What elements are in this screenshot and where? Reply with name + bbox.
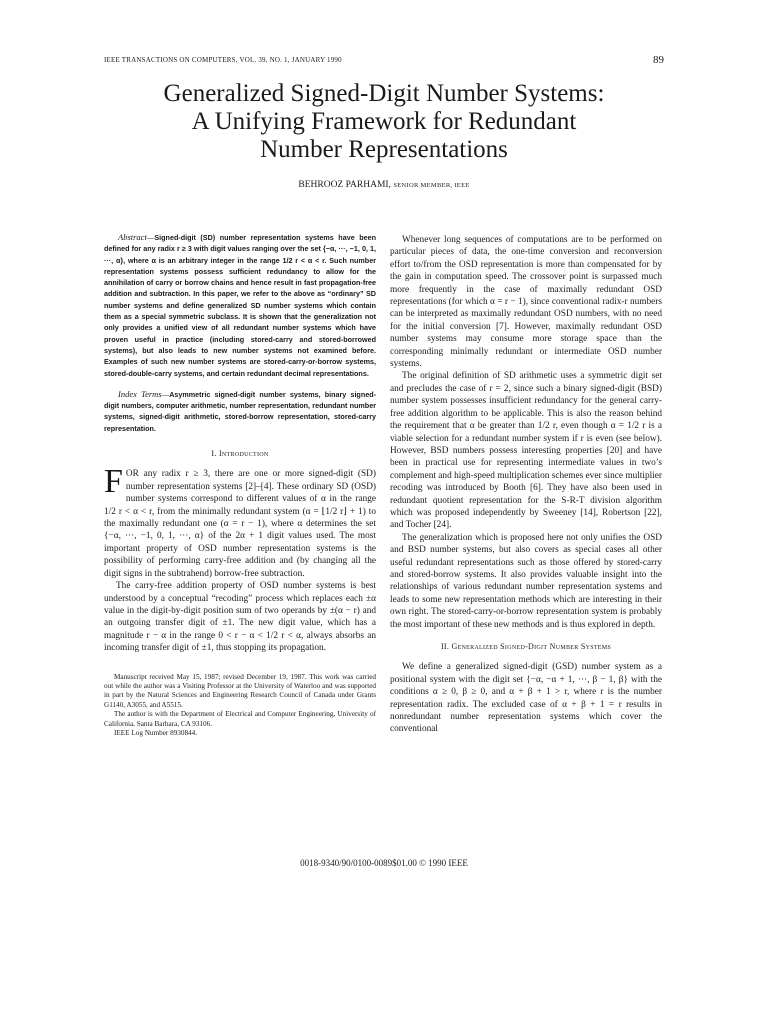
paper-title: [100, 80, 668, 164]
abstract-lead: Abstract—: [118, 232, 155, 242]
footnote-manuscript: Manuscript received May 15, 1987; revised December 19, 1987. This work was carried out while the author was a Visiting Professor at the University of Waterloo and was supported in part by the Natural Sciences and Engineering Research Council of Canada under Grants G1140, A3055, and A5515.: [104, 672, 376, 709]
running-head: IEEE TRANSACTIONS ON COMPUTERS, VOL. 39, NO. 1, JANUARY 1990: [104, 56, 342, 64]
footnote-log-number: IEEE Log Number 8930844.: [114, 728, 198, 737]
left-column: [104, 232, 376, 738]
abstract: [104, 232, 376, 379]
section-heading-gsd: II. Generalized Signed-Digit Number Systems: [440, 642, 612, 651]
drop-cap: F: [104, 463, 123, 501]
title-line-1: Generalized Signed-Digit Number Systems:: [163, 80, 605, 107]
author-name: BEHROOZ PARHAMI,: [298, 180, 391, 190]
section-heading-introduction: I. Introduction: [211, 449, 269, 459]
index-terms-text: Asymmetric signed-digit number systems, binary signed-digit numbers, computer arithmetic, number representation, redundant number systems, signed-digit arithmetic, stored-borrow representation, stored-carry representation.: [104, 389, 376, 433]
right-column: [390, 234, 662, 736]
right-paragraph-1: Whenever long sequences of computations are to be performed on particular pieces of data, the one-time conversion and reconversion effort to/from the OSD representation is more than compensated for by the gain in computation speed. The crossover point is surpassed much more frequently in the case of maximally redundant OSD representations (for which α = r − 1), since conventional radix-r numbers can be interpreted as maximally redundant OSD numbers, with no need for the initial conversion [7]. However, maximally redundant OSD number systems may consume more storage space than the corresponding minimally redundant or intermediate OSD number systems.: [390, 235, 662, 370]
author-role: SENIOR MEMBER, IEEE: [393, 182, 470, 189]
footnote-affiliation: The author is with the Department of Electrical and Computer Engineering, University of California, Santa Barbara, CA 93106.: [104, 710, 376, 728]
index-terms-lead: Index Terms—: [118, 388, 170, 399]
abstract-text: Signed-digit (SD) number representation systems have been defined for any radix r ≥ 3 with digit values ranging over the set {−α, ···, −1, 0, 1, ···, α}, where α is an arbitrary integer in the range 1/2 r < α < r. Such number representation systems possess sufficient redundancy to allow for the annihilation of carry or borrow chains and hence result in fast propagation-free addition and subtraction. In this paper, we refer to the above as “ordinary” SD number systems and define generalized SD number systems which contain them as a special symmetric subclass. It is shown that the generalization not only provides a unified view of all redundant number systems which have proven useful in practice (including stored-carry and stored-borrowed systems), but also leads to new number systems not examined before. Examples of such new number systems are stored-carry-or-borrow systems, stored-double-carry systems, and certain redundant decimal representations.: [104, 233, 376, 378]
title-line-3: Number Representations: [260, 136, 508, 163]
footnotes: [104, 673, 376, 739]
right-paragraph-4: We define a generalized signed-digit (GSD) number system as a positional system with the digit set {−α, −α + 1, ···, β − 1, β} with the conditions α ≥ 0, β ≥ 0, and α + β + 1 > r, where r is the number representation radix. The excluded case of α + β + 1 = r results in nonredundant number representation systems which cover the conventional: [390, 662, 662, 735]
right-paragraph-2: The original definition of SD arithmetic uses a symmetric digit set and precludes the case of r = 2, since such a binary signed-digit (BSD) number system possesses insufficient redundancy for the general carry-free addition algorithm to be applicable. This is also the reason behind the requirement that α be greater than 1/2 r, even though α = 1/2 r is a viable selection for a redundant number system if r is even (see below). However, BSD numbers possess interesting properties [20] and have been in practical use for representing intermediate values in two’s complement and high-speed multiplication schemes ever since multiplier recoding was introduced by Booth [6]. They have also been used in redundant quotient representation for the S-R-T division algorithm which was proposed independently by Sweeney [14], Robertson [22], and Tocher [24].: [390, 371, 662, 531]
title-line-2: A Unifying Framework for Redundant: [191, 108, 577, 135]
author-line: [100, 180, 668, 190]
intro-paragraph-2: The carry-free addition property of OSD number systems is best understood by a conceptual “recoding” process which replaces each ±α value in the digit-by-digit position sum of two operands by ±(α − r) and an outgoing transfer digit of ±1. The new digit value, which has a magnitude r − α in the range 0 < r − α < 1/2 r < α, always absorbs an incoming transfer digit of ±1, thus stopping its propagation.: [104, 581, 376, 654]
intro-paragraph-1-text: OR any radix r ≥ 3, there are one or more signed-digit (SD) number representation systems [2]–[4]. These ordinary SD (OSD) number systems correspond to different values of α in the range 1/2 r < α < r, from the minimally redundant system (α = ⌊1/2 r⌋ + 1) to the maximally redundant one (α = r − 1), where α determines the set {−α, ···, −1, 0, 1, ···, α} of the 2α + 1 digit values used. The most important property of OSD number representation systems is the possibility of performing carry-free addition and (by changing all the digit signs in the subtrahend) borrow-free subtraction.: [104, 469, 376, 579]
right-paragraph-3: The generalization which is proposed here not only unifies the OSD and BSD number systems, but also covers as special cases all other useful redundant representations such as those offered by stored-carry and stored-borrow systems. It also provides valuable insight into the relationships of various redundant number representation systems and leads to some new representation methods which are interesting in their own right. The stored-carry-or-borrow representation system is probably the most important of these new methods and is thus explored in depth.: [390, 532, 662, 630]
index-terms: [104, 389, 376, 434]
page-number: 89: [653, 54, 664, 66]
copyright-footer: 0018-9340/90/0100-0089$01.00 © 1990 IEEE: [300, 858, 468, 868]
intro-paragraph-1: [104, 463, 376, 580]
